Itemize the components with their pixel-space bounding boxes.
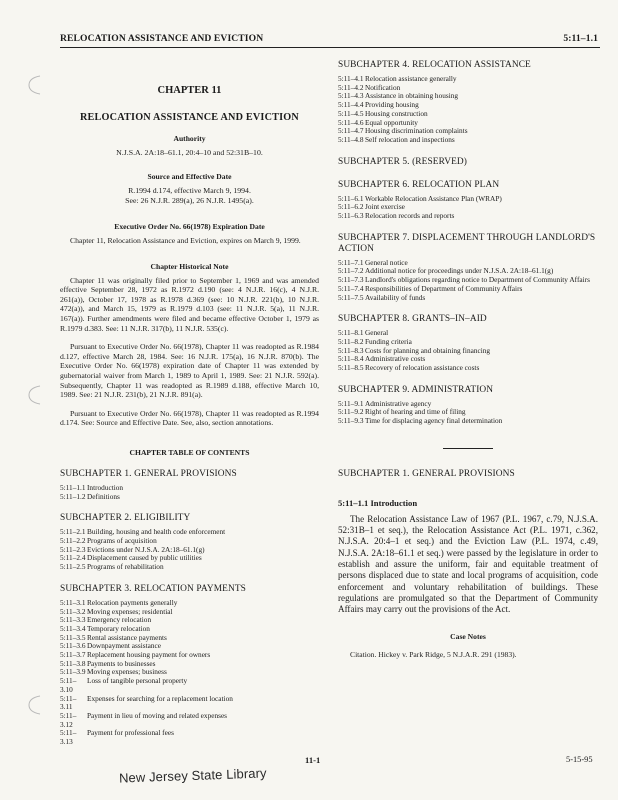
left-column: [60, 60, 319, 747]
running-header: [60, 33, 598, 45]
toc-section-number: 5:11–6.1: [338, 193, 364, 203]
toc-section-title: Workable Relocation Assistance Plan (WRAP): [365, 193, 502, 203]
supplement-date: 5-15-95: [566, 755, 593, 764]
toc-section-title: General notice: [365, 257, 408, 267]
subchapter-heading: SUBCHAPTER 4. RELOCATION ASSISTANCE: [338, 60, 531, 70]
toc-section-title: Right of hearing and time of filing: [365, 407, 466, 417]
toc-section-number: 5:11–3.4: [60, 623, 86, 633]
punch-hole-mark: [26, 694, 42, 716]
subchapter-heading: SUBCHAPTER 8. GRANTS–IN–AID: [338, 314, 487, 325]
toc-section-title: Temporary relocation: [87, 623, 150, 633]
history-heading: Chapter Historical Note: [150, 261, 229, 271]
toc-section-title: Building, housing and health code enforcement: [87, 527, 226, 537]
toc-section-title: Relocation assistance generally: [365, 74, 457, 83]
toc-section-title: Moving expenses; residential: [87, 606, 173, 616]
header-title: RELOCATION ASSISTANCE AND EVICTION: [60, 33, 264, 44]
toc-entry: [60, 729, 319, 746]
history-paragraph: Pursuant to Executive Order No. 66(1978), Chapter 11 was readopted as R.1994 d.174. See: Source and Effective Date. See, also, section annotations.: [60, 408, 319, 428]
toc-list: [338, 329, 598, 373]
toc-section-number: 5:11–3.5: [60, 632, 86, 642]
toc-entry: [60, 493, 319, 502]
table-of-contents: [60, 469, 319, 747]
authority-text: N.J.S.A. 2A:18–61.1, 20:4–10 and 52:31B–10.: [116, 148, 263, 157]
section-divider: [443, 448, 493, 449]
punch-hole-mark: [26, 384, 42, 406]
toc-list: [338, 75, 598, 145]
toc-section-number: 5:11–4.2: [338, 82, 364, 92]
toc-section-number: 5:11–4.3: [338, 91, 364, 101]
toc-section-number: 5:11–2.3: [60, 544, 86, 554]
library-stamp: New Jersey State Library: [118, 765, 267, 786]
source-text: [60, 186, 319, 206]
toc-section-number: 5:11–6.2: [338, 202, 364, 212]
toc-section-number: 5:11–3.1: [60, 597, 86, 607]
toc-section-number: 5:11–7.4: [338, 283, 364, 293]
toc-section-number: 5:11–1.1: [60, 482, 86, 492]
chapter-title: RELOCATION ASSISTANCE AND EVICTION: [80, 112, 299, 123]
exec-order-heading: Executive Order No. 66(1978) Expiration Date: [114, 222, 265, 231]
toc-section-title: Moving expenses; business: [87, 667, 167, 677]
toc-section-number: 5:11–2.5: [60, 562, 86, 572]
toc-section-title: Rental assistance payments: [87, 632, 167, 642]
toc-section-title: Self relocation and inspections: [365, 134, 455, 144]
toc-section-number: 5:11–6.3: [338, 211, 364, 221]
toc-section-number: 5:11–3.9: [60, 667, 86, 677]
toc-list: [60, 484, 319, 501]
toc-section-title: Evictions under N.J.S.A. 2A:18–61.1(g): [87, 544, 205, 554]
toc-section-title: Landlord's obligations regarding notice to Department of Community Affairs: [365, 275, 590, 285]
toc-section-title: Administrative agency: [365, 398, 432, 408]
toc-section-title: Time for displacing agency final determination: [365, 416, 503, 426]
source-heading: Source and Effective Date: [147, 172, 232, 181]
toc-section-title: Displacement caused by public utilities: [87, 553, 202, 563]
toc-section-title: Expenses for searching for a replacement location: [87, 693, 233, 703]
toc-section-title: Recovery of relocation assistance costs: [365, 363, 480, 373]
toc-section-number: 5:11–8.2: [338, 336, 364, 346]
toc-entry: [338, 417, 598, 426]
subchapter-heading: SUBCHAPTER 6. RELOCATION PLAN: [338, 179, 500, 190]
toc-section-title: Additional notice for proceedings under N.J.S.A. 2A:18–61.1(g): [365, 266, 554, 276]
toc-section-title: Replacement housing payment for owners: [87, 650, 211, 660]
toc-entry: [338, 364, 598, 373]
toc-section-number: 5:11–7.1: [338, 257, 364, 267]
toc-entry: [338, 212, 598, 221]
table-of-contents-continued: [338, 60, 598, 426]
toc-section-number: 5:11–3.11: [60, 693, 77, 712]
header-section-number: 5:11–1.1: [563, 33, 598, 44]
chapter-number: CHAPTER 11: [157, 85, 222, 96]
subchapter-heading: SUBCHAPTER 1. GENERAL PROVISIONS: [60, 468, 237, 479]
toc-section-number: 5:11–7.5: [338, 292, 364, 302]
source-line: R.1994 d.174, effective March 9, 1994.: [128, 186, 251, 195]
toc-entry: [60, 563, 319, 572]
toc-section-number: 5:11–2.2: [60, 536, 86, 546]
toc-entry: [338, 294, 598, 303]
toc-section-title: Programs of acquisition: [87, 536, 157, 546]
toc-section-title: Payment in lieu of moving and related expenses: [87, 710, 228, 720]
toc-entry: [60, 712, 319, 729]
toc-section-title: Programs of rehabilitation: [87, 562, 164, 572]
toc-section-title: Payment for professional fees: [87, 728, 174, 738]
case-notes-heading: Case Notes: [450, 631, 486, 641]
toc-section-number: 5:11–1.2: [60, 491, 86, 501]
history-paragraph: Chapter 11 was originally filed prior to September 1, 1969 and was amended effective September 28, 1972 as R.1972 d.190 (see: 4 N.J.R. 16(c), 4 N.J.R. 261(a)), October 17, 1978 as R.1978 d.369 (see: 10 N.J.R. 221(b), 10 N.J.R. 472(a)), and March 15, 1979 as R.1979 d.103 (see: 11 N.J.R. 5(a), 11 N.J.R. 167(a)). Further amendments were filed and became effective October 1, 1979 as R.1979 d.383. See: 11 N.J.R. 317(b), 11 N.J.R. 535(c).: [60, 275, 319, 333]
toc-section-number: 5:11–9.3: [338, 416, 364, 426]
toc-section-title: Administrative costs: [365, 354, 426, 364]
toc-section-number: 5:11–9.2: [338, 407, 364, 417]
toc-section-title: Providing housing: [365, 100, 419, 110]
toc-section-number: 5:11–3.12: [60, 710, 77, 729]
toc-section-title: Responsibilities of Department of Community Affairs: [365, 283, 523, 293]
subchapter-heading: SUBCHAPTER 9. ADMINISTRATION: [338, 384, 494, 395]
toc-section-title: Equal opportunity: [365, 117, 418, 127]
toc-section-number: 5:11–4.6: [338, 117, 364, 127]
toc-section-title: Emergency relocation: [87, 615, 152, 625]
toc-section-number: 5:11–3.6: [60, 641, 86, 651]
section-text: The Relocation Assistance Law of 1967 (P.L. 1967, c.79, N.J.S.A. 52:31B–1 et seq.), the Relocation Assistance Act (P.L. 1971, c.362, N.J.S.A. 20:4–1 et seq.) and the Eviction Law (P.L. 1974, c.49, N.J.S.A. 2A:18–61.1 et seq.) were passed by the legislature in order to establish and assure the uniform, fair and equitable treatment of persons displaced due to state and local programs of acquisition, code enforcement and voluntary rehabilitation of buildings. These regulations are promulgated so that the Department of Community Affairs may carry out the provisions of the Act.: [338, 513, 598, 615]
toc-section-number: 5:11–8.1: [338, 328, 364, 338]
toc-section-number: 5:11–2.4: [60, 553, 86, 563]
page-number: 11-1: [305, 755, 321, 765]
history-notes: [60, 276, 319, 428]
toc-section-title: Availability of funds: [365, 292, 426, 302]
toc-section-number: 5:11–8.5: [338, 363, 364, 373]
toc-section-number: 5:11–9.1: [338, 398, 364, 408]
subchapter-heading: SUBCHAPTER 3. RELOCATION PAYMENTS: [60, 583, 246, 594]
toc-list: [338, 259, 598, 303]
toc-section-number: 5:11–4.7: [338, 126, 364, 136]
toc-section-number: 5:11–4.4: [338, 100, 364, 110]
toc-section-title: Housing discrimination complaints: [365, 126, 468, 136]
authority-heading: Authority: [173, 134, 206, 143]
toc-list: [338, 400, 598, 426]
toc-section-number: 5:11–3.3: [60, 615, 86, 625]
source-line: See: 26 N.J.R. 289(a), 26 N.J.R. 1495(a).: [125, 196, 254, 205]
toc-section-title: Definitions: [87, 491, 120, 501]
punch-hole-mark: [26, 74, 42, 96]
header-rule: [60, 47, 600, 48]
toc-section-number: 5:11–3.8: [60, 658, 86, 668]
history-paragraph: Pursuant to Executive Order No. 66(1978), Chapter 11 was readopted as R.1984 d.127, effective March 28, 1984. See: 16 N.J.R. 175(a), 16 N.J.R. 870(b). The Executive Order No. 66(1978) expiration date of Chapter 11 was extended by gubernatorial waiver from March 1, 1989 to April 1, 1989. See: 21 N.J.R. 592(a). Subsequently, Chapter 11 was readopted as R.1989 d.188, effective March 10, 1989. See: 21 N.J.R. 231(b), 21 N.J.R. 891(a).: [60, 342, 319, 400]
toc-section-number: 5:11–3.13: [60, 728, 77, 747]
toc-section-number: 5:11–4.5: [338, 108, 364, 118]
toc-section-number: 5:11–4.8: [338, 134, 364, 144]
toc-section-title: Notification: [365, 82, 401, 92]
right-column: [338, 60, 598, 659]
toc-section-number: 5:11–3.10: [60, 676, 77, 694]
exec-order-text: Chapter 11, Relocation Assistance and Eviction, expires on March 9, 1999.: [70, 236, 301, 245]
toc-section-title: Relocation records and reports: [365, 211, 455, 221]
toc-entry: [338, 136, 598, 145]
subchapter-heading: SUBCHAPTER 5. (RESERVED): [338, 156, 468, 167]
toc-section-number: 5:11–2.1: [60, 527, 86, 537]
toc-section-title: Introduction: [87, 482, 124, 492]
toc-heading: CHAPTER TABLE OF CONTENTS: [129, 447, 250, 457]
toc-section-number: 5:11–3.2: [60, 606, 86, 616]
toc-list: [60, 599, 319, 747]
toc-section-title: Downpayment assistance: [87, 641, 161, 651]
toc-entry: [60, 677, 319, 694]
section-heading: 5:11–1.1 Introduction: [338, 497, 418, 508]
toc-section-number: 5:11–3.7: [60, 650, 86, 660]
toc-section-number: 5:11–7.3: [338, 275, 364, 285]
toc-section-number: 5:11–8.4: [338, 354, 364, 364]
toc-section-number: 5:11–7.2: [338, 266, 364, 276]
body-subchapter-heading: SUBCHAPTER 1. GENERAL PROVISIONS: [338, 468, 515, 479]
toc-section-title: Relocation payments generally: [87, 597, 178, 607]
toc-section-number: 5:11–8.3: [338, 345, 364, 355]
subchapter-heading: SUBCHAPTER 2. ELIGIBILITY: [60, 513, 191, 524]
toc-section-title: Housing construction: [365, 108, 428, 118]
toc-section-title: General: [365, 328, 389, 338]
toc-list: [60, 528, 319, 572]
citation-text: Citation. Hickey v. Park Ridge, 5 N.J.A.R. 291 (1983).: [350, 649, 517, 659]
toc-section-title: Funding criteria: [365, 336, 412, 346]
toc-section-title: Joint exercise: [365, 202, 405, 212]
toc-section-title: Assistance in obtaining housing: [365, 91, 459, 101]
toc-section-title: Costs for planning and obtaining financing: [365, 345, 491, 355]
toc-section-number: 5:11–4.1: [338, 74, 364, 83]
subchapter-heading: SUBCHAPTER 7. DISPLACEMENT THROUGH LANDLORD'S ACTION: [338, 232, 596, 254]
toc-section-title: Loss of tangible personal property: [87, 676, 188, 686]
toc-list: [338, 195, 598, 221]
toc-entry: [60, 695, 319, 712]
toc-section-title: Payments to businesses: [87, 658, 156, 668]
